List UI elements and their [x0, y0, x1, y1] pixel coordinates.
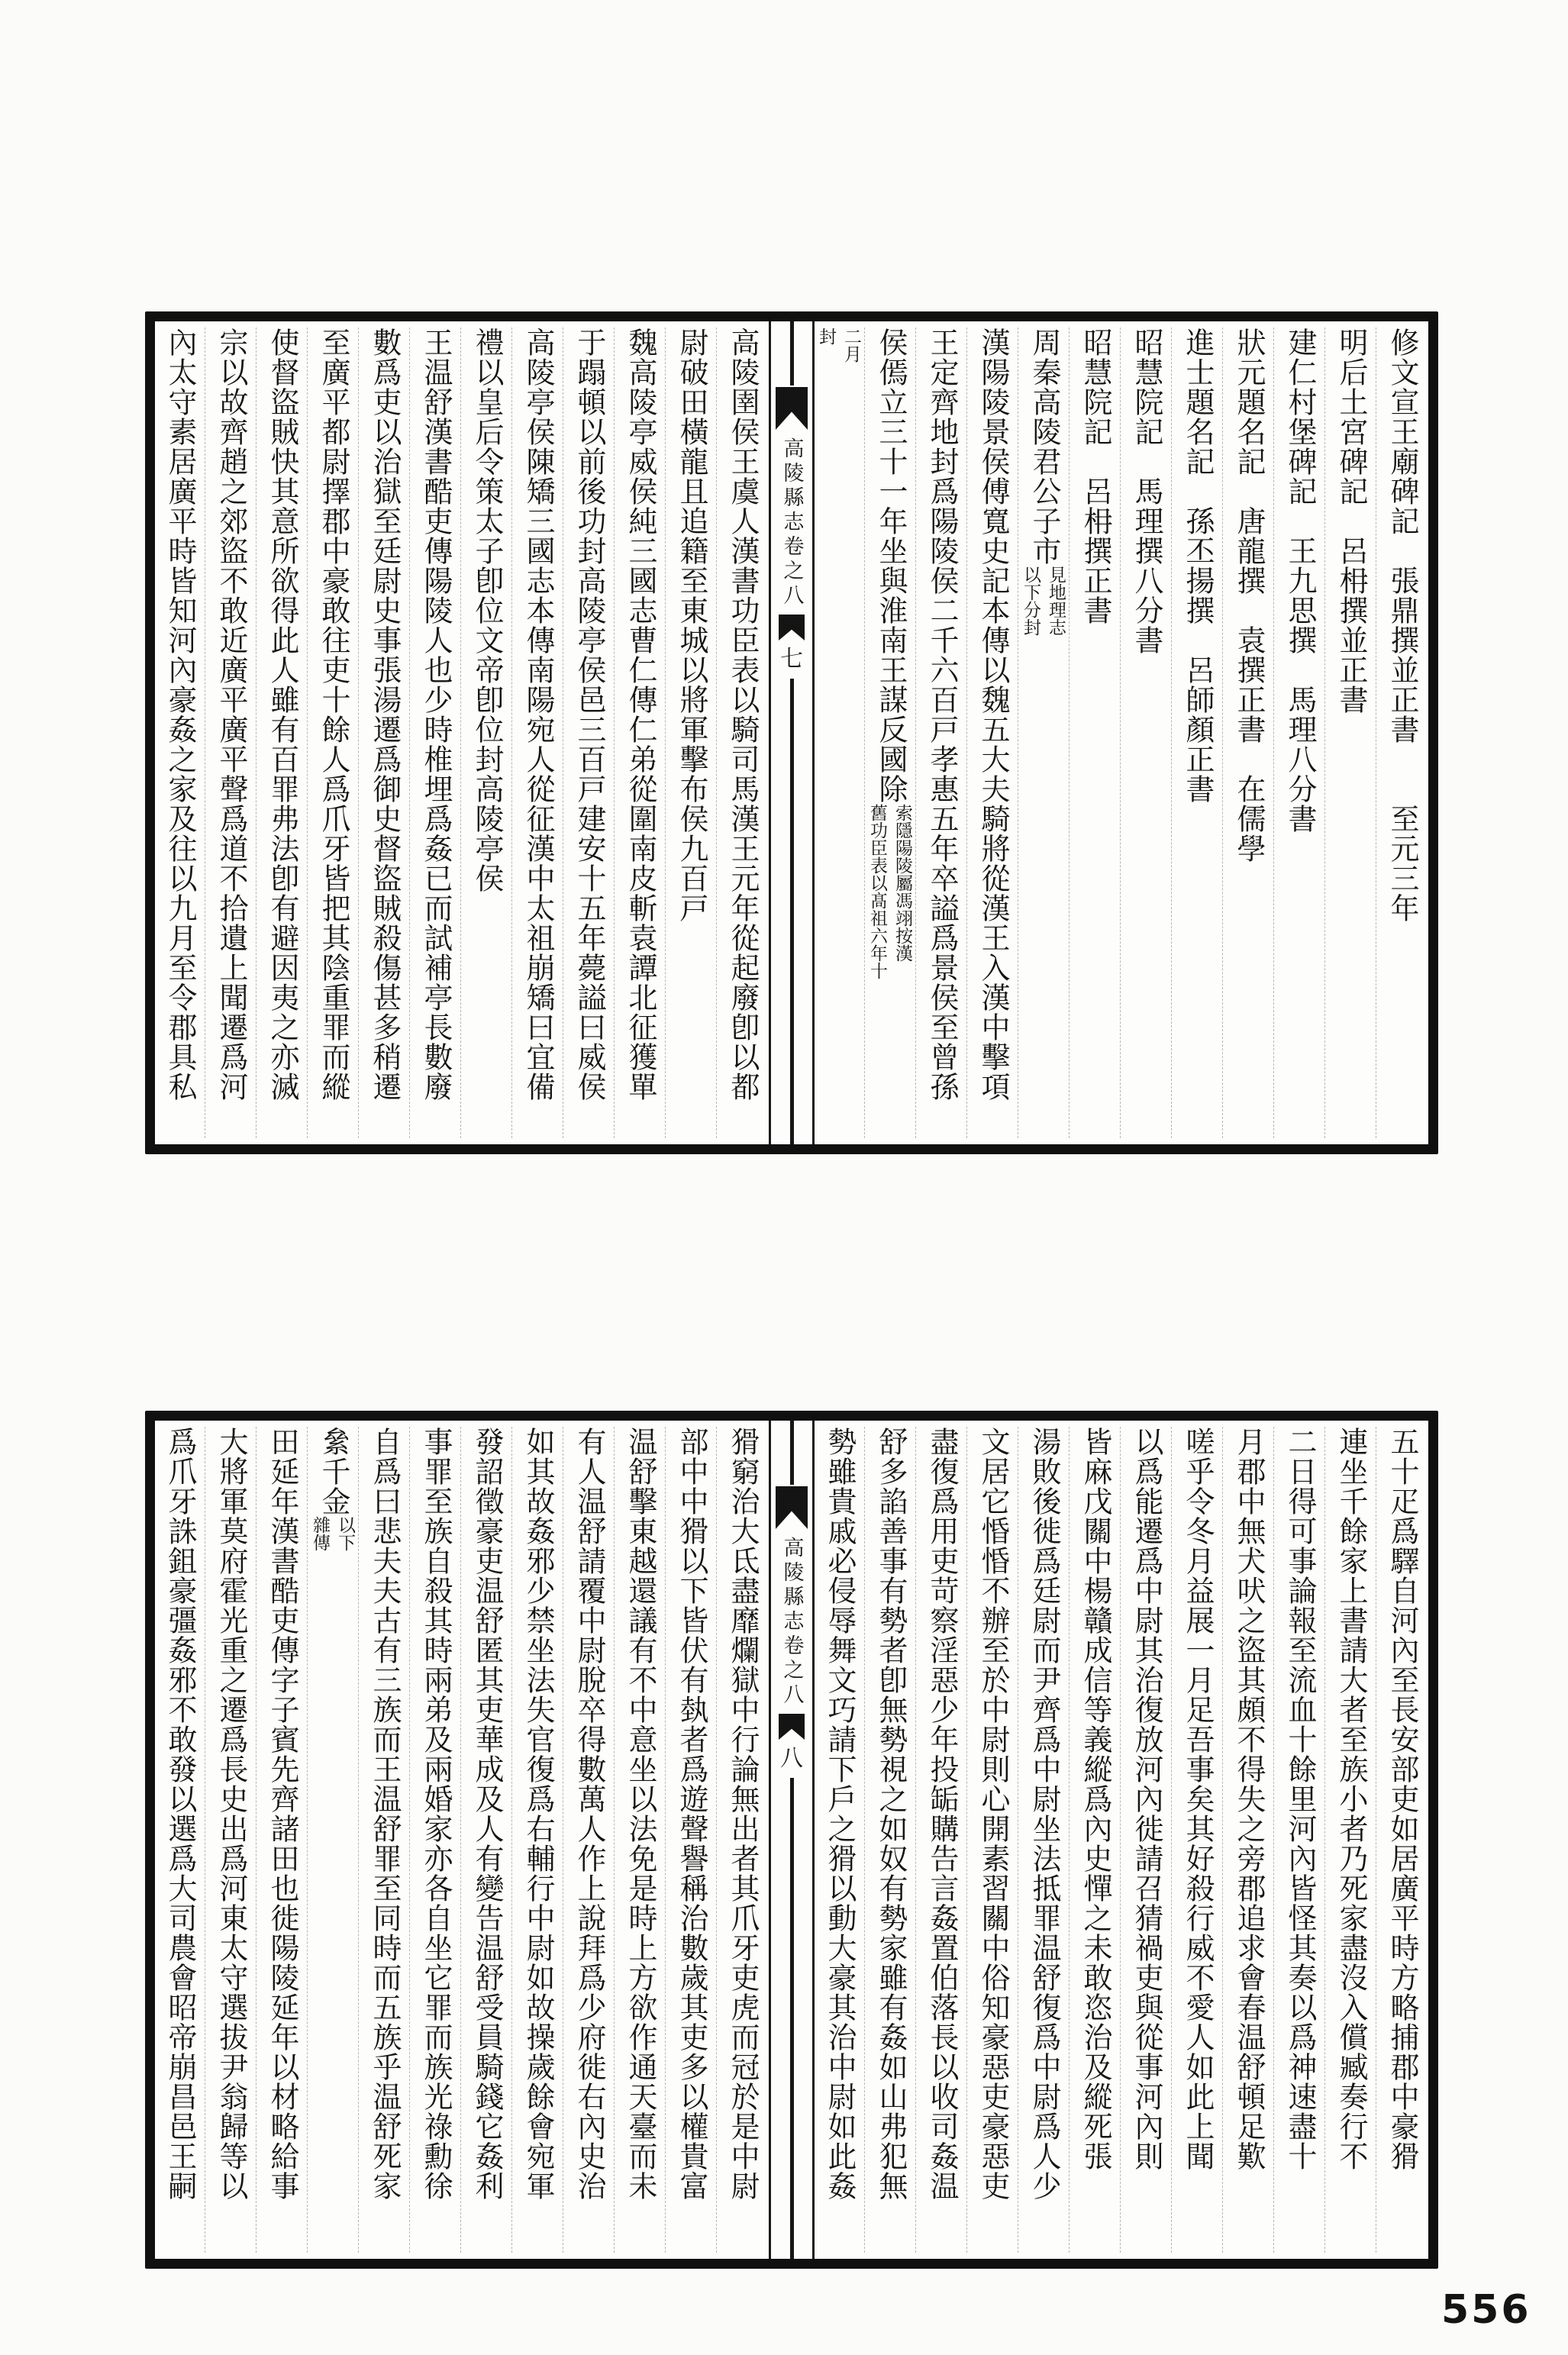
interlinear-note	[865, 804, 915, 979]
column-text: 建仁村堡碑記 王九思撰 馬理八分書	[1283, 327, 1315, 834]
column-text: 嗟乎令冬月益展一月足吾事矣其好殺行威不愛人如此上聞	[1181, 1427, 1213, 2171]
text-column	[665, 1427, 716, 2253]
text-column	[864, 1427, 915, 2253]
column-text: 二日得可事論報至流血十餘里河內皆怪其奏以爲神速盡十	[1283, 1427, 1315, 2171]
text-column	[1376, 1427, 1427, 2253]
column-text: 文居它惛惛不辦至於中尉則心開素習關中俗知豪惡吏豪惡吏	[976, 1427, 1008, 2201]
text-column	[1324, 327, 1376, 1138]
column-text: 温舒擊東越還議有不中意坐以法免是時上方欲作通天臺而未	[624, 1427, 656, 2201]
text-column	[1222, 327, 1273, 1138]
text-column	[915, 1427, 966, 2253]
column-text: 勢雖貴戚必侵辱舞文巧請下戶之猾以動大豪其治中尉如此姦	[823, 1427, 855, 2201]
column-text: 湯敗後徙爲廷尉而尹齊爲中尉坐法抵罪温舒復爲中尉爲人少	[1028, 1427, 1060, 2201]
column-text: 舒多諂善事有勢者卽無勢視之如奴有勢家雖有姦如山弗犯無	[874, 1427, 906, 2201]
note-subcolumn: 見地理志	[1047, 566, 1066, 636]
text-column	[1018, 327, 1069, 1138]
column-text: 高陵圉侯王虞人漢書功臣表以騎司馬漢王元年從起廢卽以都	[726, 327, 758, 1102]
fishtail-icon	[779, 615, 805, 640]
column-text: 使督盜賊快其意所欲得此人雖有百罪弗法卽有避因夷之亦滅	[266, 327, 298, 1102]
column-text: 明后土宮碑記 呂枏撰並正書	[1334, 327, 1366, 715]
column-text: 自爲曰悲夫夫古有三族而王温舒罪至同時而五族乎温舒死家	[368, 1427, 400, 2201]
interlinear-note	[308, 1516, 358, 1551]
text-column	[864, 327, 915, 1138]
half-page-right	[815, 321, 1428, 1144]
text-column	[1120, 327, 1171, 1138]
note-subcolumn: 以下	[336, 1516, 355, 1551]
text-column	[563, 327, 614, 1138]
woodblock-folio-top	[145, 311, 1438, 1154]
column-text: 如其故姦邪少禁坐法失官復爲右輔行中尉如故操歲餘會宛軍	[521, 1427, 553, 2201]
column-text: 狀元題名記 唐龍撰 袁撰正書 在儒學	[1232, 327, 1264, 863]
column-text: 王温舒漢書酷吏傳陽陵人也少時椎埋爲姦已而試補亭長數廢	[419, 327, 451, 1102]
woodblock-folio-bottom	[145, 1411, 1438, 2269]
column-text: 禮以皇后令策太子卽位文帝卽位封高陵亭侯	[470, 327, 502, 893]
banxin-title: 高陵縣志卷之八	[780, 1537, 804, 1708]
fishtail-icon	[776, 387, 808, 430]
text-column	[815, 1427, 864, 2253]
fold-line	[790, 1778, 794, 2259]
text-column	[1171, 1427, 1222, 2253]
column-text: 昭慧院記 馬理撰八分書	[1130, 327, 1162, 655]
column-text: 猾窮治大氐盡靡爛獄中行論無出者其爪牙吏虎而冠於是中尉	[726, 1427, 758, 2201]
text-column	[665, 327, 716, 1138]
text-column	[966, 327, 1018, 1138]
column-text: 部中中猾以下皆伏有埶者爲遊聲譽稱治數歲其吏多以權貴富	[675, 1427, 707, 2201]
column-text: 內太守素居廣平時皆知河內豪姦之家及往以九月至令郡具私	[163, 327, 195, 1102]
column-text: 王定齊地封爲陽陵侯二千六百戸孝惠五年卒謚爲景侯至曾孫	[925, 327, 957, 1102]
banxin-title: 高陵縣志卷之八	[780, 437, 804, 608]
page-number: 556	[1441, 2287, 1531, 2333]
text-column	[307, 327, 358, 1138]
column-text: 侯傿立三十一年坐與淮南王謀反國除	[874, 327, 906, 804]
note-subcolumn: 二月	[842, 327, 861, 363]
column-text: 月郡中無犬吠之盜其頗不得失之旁郡追求會春温舒頓足歎	[1232, 1427, 1264, 2171]
column-text: 爲爪牙誅鉏豪彊姦邪不敢發以選爲大司農會昭帝崩昌邑王嗣	[163, 1427, 195, 2201]
fishtail-icon	[779, 1714, 805, 1740]
text-column	[460, 327, 511, 1138]
text-column	[358, 327, 409, 1138]
folio-number: 八	[780, 1746, 803, 1771]
text-column	[358, 1427, 409, 2253]
text-column	[1273, 327, 1324, 1138]
column-text: 五十疋爲驛自河內至長安部吏如居廣平時方略捕郡中豪猾	[1386, 1427, 1418, 2171]
text-column	[205, 327, 256, 1138]
text-column	[1018, 1427, 1069, 2253]
banxin-center-fold	[769, 1421, 815, 2259]
text-column	[716, 327, 767, 1138]
column-text: 周秦高陵君公子市	[1028, 327, 1060, 566]
fold-line	[790, 679, 794, 1144]
text-column	[1222, 1427, 1273, 2253]
column-text: 于蹋頓以前後功封高陵亭侯邑三百戸建安十五年薨謚曰威侯	[573, 327, 605, 1102]
text-column	[155, 327, 205, 1138]
text-column	[1273, 1427, 1324, 2253]
fold-line	[790, 321, 794, 386]
column-text: 皆麻戊關中楊贛成信等義縱爲內史憚之未敢恣治及縱死張	[1079, 1427, 1111, 2171]
text-column	[966, 1427, 1018, 2253]
text-column	[716, 1427, 767, 2253]
note-subcolumn: 索隱陽陵屬馮翊按漢	[893, 804, 912, 962]
column-text: 魏高陵亭威侯純三國志曹仁傳仁弟從圍南皮斬袁譚北征獲單	[624, 327, 656, 1102]
column-text: 進士題名記 孫丕揚撰 呂師顏正書	[1181, 327, 1213, 804]
text-column	[1171, 327, 1222, 1138]
text-column	[1324, 1427, 1376, 2253]
column-text: 漢陽陵景侯傅寬史記本傳以魏五大夫騎將從漢王入漢中擊項	[976, 327, 1008, 1102]
half-page-left	[155, 321, 769, 1144]
text-column	[205, 1427, 256, 2253]
fold-line	[790, 1421, 794, 1485]
text-column	[155, 1427, 205, 2253]
text-column	[815, 327, 864, 1138]
column-text: 絫千金	[317, 1427, 349, 1516]
banxin-center-fold	[769, 321, 815, 1144]
text-column	[1376, 327, 1427, 1138]
column-text: 尉破田橫龍且追籍至東城以將軍擊布侯九百戸	[675, 327, 707, 923]
column-text: 至廣平都尉擇郡中豪敢往吏十餘人爲爪牙皆把其陰重罪而縱	[317, 327, 349, 1102]
text-column	[409, 327, 460, 1138]
column-text: 宗以故齊趙之郊盜不敢近廣平廣平聲爲道不拾遺上聞遷爲河	[215, 327, 247, 1102]
column-text: 發詔徵豪吏温舒匿其吏華成及人有變告温舒受員騎錢它姦利	[470, 1427, 502, 2201]
note-subcolumn: 舊功臣表以髙祖六年十	[868, 804, 887, 979]
half-page-right	[815, 1421, 1428, 2259]
column-text: 盡復爲用吏苛察淫惡少年投缿購告言姦置伯落長以收司姦温	[925, 1427, 957, 2201]
note-subcolumn: 以下分封	[1021, 566, 1040, 636]
text-column	[1069, 1427, 1120, 2253]
note-subcolumn: 雜傳	[311, 1516, 330, 1551]
text-column	[307, 1427, 358, 2253]
text-column	[256, 327, 307, 1138]
column-text: 修文宣王廟碑記 張鼎撰並正書 至元三年	[1386, 327, 1418, 923]
folio-number: 七	[780, 647, 803, 672]
column-text: 以爲能遷爲中尉其治復放河內徙請召猜禍吏與從事河內則	[1130, 1427, 1162, 2171]
column-text: 大將軍莫府霍光重之遷爲長史出爲河東太守選拔尹翁歸等以	[215, 1427, 247, 2201]
column-text: 有人温舒請覆中尉脫卒得數萬人作上說拜爲少府徙右內史治	[573, 1427, 605, 2201]
column-text: 高陵亭侯陳矯三國志本傳南陽宛人從征漢中太祖崩矯曰宜備	[521, 327, 553, 1102]
note-subcolumn: 封	[817, 327, 836, 345]
text-column	[614, 1427, 665, 2253]
column-text: 昭慧院記 呂枏撰正書	[1079, 327, 1111, 625]
text-column	[614, 327, 665, 1138]
column-text: 事罪至族自殺其時兩弟及兩婚家亦各自坐它罪而族光祿勳徐	[419, 1427, 451, 2201]
column-text: 數爲吏以治獄至廷尉史事張湯遷爲御史督盜賊殺傷甚多稍遷	[368, 327, 400, 1102]
text-column	[511, 327, 563, 1138]
text-column	[511, 1427, 563, 2253]
text-column	[563, 1427, 614, 2253]
interlinear-note	[815, 327, 864, 363]
text-column	[1120, 1427, 1171, 2253]
text-column	[256, 1427, 307, 2253]
text-column	[460, 1427, 511, 2253]
text-column	[1069, 327, 1120, 1138]
half-page-left	[155, 1421, 769, 2259]
text-column	[409, 1427, 460, 2253]
column-text: 田延年漢書酷吏傳字子賓先齊諸田也徙陽陵延年以材略給事	[266, 1427, 298, 2201]
column-text: 連坐千餘家上書請大者至族小者乃死家盡沒入償臧奏行不	[1334, 1427, 1366, 2171]
interlinear-note	[1018, 566, 1069, 636]
fishtail-icon	[776, 1486, 808, 1529]
text-column	[915, 327, 966, 1138]
